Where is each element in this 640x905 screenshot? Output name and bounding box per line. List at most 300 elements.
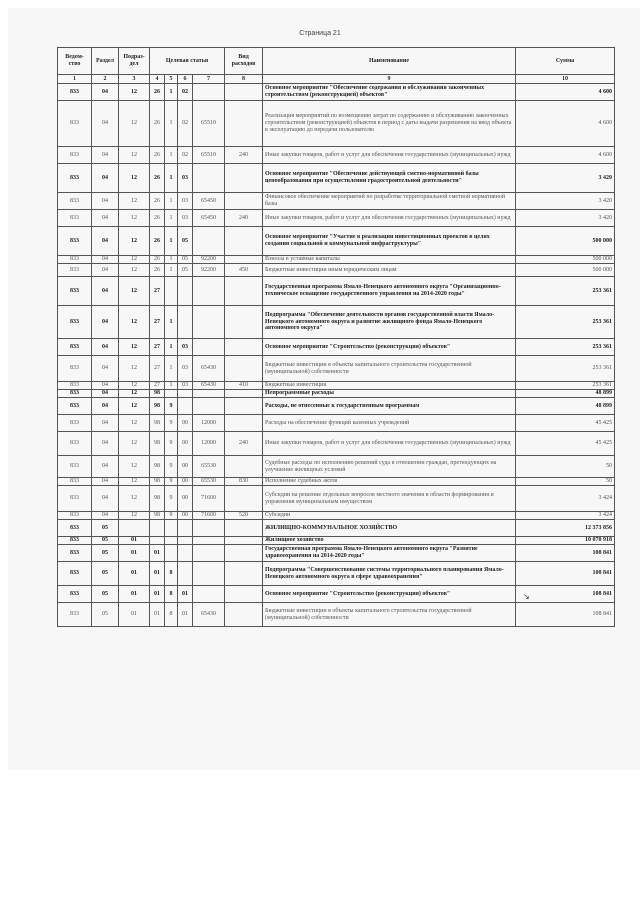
row-code-cell: 830 — [225, 478, 263, 486]
row-sum-cell: 4 600 — [516, 147, 615, 164]
row-name-cell: ЖИЛИЩНО-КОММУНАЛЬНОЕ ХОЗЯЙСТВО — [263, 520, 516, 537]
row-code-cell: 04 — [92, 306, 119, 339]
column-number: 6 — [178, 75, 193, 84]
row-code-cell: 26 — [150, 227, 165, 256]
table-header-row — [58, 48, 615, 75]
row-code-cell: 27 — [150, 277, 165, 306]
row-name-cell: Жилищное хозяйство — [263, 537, 516, 545]
row-code-cell: 1 — [165, 264, 178, 277]
row-sum-cell: 108 841 — [516, 562, 615, 586]
row-code-cell: 833 — [58, 512, 92, 520]
column-number: 10 — [516, 75, 615, 84]
row-code-cell — [193, 398, 225, 415]
row-code-cell: 02 — [178, 147, 193, 164]
row-code-cell: 12 — [119, 478, 150, 486]
row-code-cell: 12 — [119, 164, 150, 193]
row-code-cell: 04 — [92, 478, 119, 486]
row-sum-cell: 500 000 — [516, 264, 615, 277]
table-row — [58, 603, 615, 627]
row-code-cell: 98 — [150, 512, 165, 520]
row-code-cell: 1 — [165, 256, 178, 264]
table-row — [58, 562, 615, 586]
column-number: 7 — [193, 75, 225, 84]
header-target-article: Целевая статья — [150, 48, 225, 75]
row-code-cell: 833 — [58, 390, 92, 398]
row-code-cell: 833 — [58, 84, 92, 101]
row-code-cell: 26 — [150, 84, 165, 101]
row-code-cell — [225, 390, 263, 398]
header-expense-type: Вид расходов — [225, 48, 263, 75]
table-row — [58, 398, 615, 415]
row-code-cell: 12 — [119, 456, 150, 478]
row-code-cell: 98 — [150, 432, 165, 456]
row-name-cell: Бюджетные инвестиции иным юридическим лицам — [263, 264, 516, 277]
row-code-cell: 05 — [92, 520, 119, 537]
table-row — [58, 306, 615, 339]
row-code-cell: 1 — [165, 84, 178, 101]
row-sum-cell: 3 420 — [516, 210, 615, 227]
row-code-cell — [193, 277, 225, 306]
row-code-cell: 04 — [92, 164, 119, 193]
row-code-cell: 833 — [58, 101, 92, 147]
row-code-cell: 71600 — [193, 486, 225, 512]
row-code-cell — [193, 339, 225, 356]
table-row — [58, 277, 615, 306]
row-code-cell — [178, 398, 193, 415]
row-sum-cell: 12 373 856 — [516, 520, 615, 537]
row-code-cell — [225, 545, 263, 562]
row-code-cell — [178, 520, 193, 537]
row-code-cell — [225, 256, 263, 264]
row-code-cell: 12 — [119, 101, 150, 147]
row-code-cell — [193, 84, 225, 101]
table-row — [58, 256, 615, 264]
row-name-cell: Взносы в уставные капиталы — [263, 256, 516, 264]
row-code-cell — [193, 586, 225, 603]
row-code-cell: 1 — [165, 164, 178, 193]
row-code-cell: 26 — [150, 147, 165, 164]
row-code-cell: 27 — [150, 306, 165, 339]
row-sum-cell: 10 070 918 — [516, 537, 615, 545]
row-code-cell: 03 — [178, 164, 193, 193]
row-code-cell: 12 — [119, 147, 150, 164]
row-code-cell: 9 — [165, 398, 178, 415]
row-code-cell — [193, 164, 225, 193]
row-code-cell — [225, 356, 263, 382]
row-sum-cell: 50 — [516, 478, 615, 486]
row-code-cell: 05 — [92, 603, 119, 627]
row-code-cell: 98 — [150, 415, 165, 432]
row-sum-cell: 45 425 — [516, 415, 615, 432]
row-sum-cell: 3 420 — [516, 164, 615, 193]
row-code-cell: 12 — [119, 432, 150, 456]
row-code-cell: 00 — [178, 512, 193, 520]
table-row — [58, 227, 615, 256]
row-code-cell: 1 — [165, 339, 178, 356]
row-name-cell: Иные закупки товаров, работ и услуг для обеспечения государственных (муниципальных) нужд — [263, 147, 516, 164]
header-vedomstvo: Ведом-ство — [58, 48, 92, 75]
table-row — [58, 486, 615, 512]
row-code-cell: 833 — [58, 603, 92, 627]
header-podrazdel: Подраз-дел — [119, 48, 150, 75]
row-sum-cell: 45 425 — [516, 432, 615, 456]
row-code-cell: 12 — [119, 210, 150, 227]
row-code-cell: 04 — [92, 398, 119, 415]
scan-mark: ↘ — [523, 592, 530, 601]
row-code-cell: 833 — [58, 545, 92, 562]
row-code-cell: 450 — [225, 264, 263, 277]
row-code-cell — [225, 339, 263, 356]
table-row — [58, 478, 615, 486]
row-code-cell: 01 — [150, 545, 165, 562]
row-code-cell — [193, 537, 225, 545]
row-code-cell: 00 — [178, 415, 193, 432]
row-name-cell: Бюджетные инвестиции в объекты капитального строительства государственной (муниципальной) собственности — [263, 356, 516, 382]
row-code-cell: 833 — [58, 164, 92, 193]
row-code-cell: 1 — [165, 101, 178, 147]
row-code-cell: 9 — [165, 512, 178, 520]
row-code-cell: 12 — [119, 512, 150, 520]
row-code-cell: 520 — [225, 512, 263, 520]
row-code-cell: 98 — [150, 478, 165, 486]
row-sum-cell: 108 841 — [516, 545, 615, 562]
row-code-cell: 65510 — [193, 147, 225, 164]
row-name-cell: Расходы на обеспечение функций казенных учреждений — [263, 415, 516, 432]
row-code-cell: 92200 — [193, 264, 225, 277]
row-name-cell: Подпрограмма "Обеспечение деятельности органов государственной власти Ямало-Ненецкого автономного округа и развитие жилищного фонда Ямало-Ненецкого автономного округа" — [263, 306, 516, 339]
row-code-cell: 9 — [165, 415, 178, 432]
row-code-cell — [225, 227, 263, 256]
row-code-cell: 04 — [92, 193, 119, 210]
row-code-cell: 04 — [92, 147, 119, 164]
row-name-cell: Основное мероприятие "Участие в реализации инвестиционных проектов в целях создания социальной и коммунальной инфраструктуры" — [263, 227, 516, 256]
row-code-cell: 1 — [165, 356, 178, 382]
row-code-cell — [119, 520, 150, 537]
row-name-cell: Основное мероприятие "Строительство (реконструкция) объектов" — [263, 586, 516, 603]
row-name-cell: Судебные расходы по исполнению решений суда в отношении граждан, претендующих на улучшение жилищных условий — [263, 456, 516, 478]
column-number: 4 — [150, 75, 165, 84]
row-code-cell: 98 — [150, 398, 165, 415]
row-code-cell: 03 — [178, 339, 193, 356]
header-sum: Сумма — [516, 48, 615, 75]
row-code-cell: 04 — [92, 390, 119, 398]
row-name-cell: Государственная программа Ямало-Ненецкого автономного округа "Развитие здравоохранения на 2014-2020 годы" — [263, 545, 516, 562]
row-code-cell: 01 — [119, 603, 150, 627]
row-name-cell: Бюджетные инвестиции — [263, 382, 516, 390]
row-sum-cell: 108 841 — [516, 603, 615, 627]
table-row — [58, 586, 615, 603]
row-code-cell: 04 — [92, 210, 119, 227]
row-code-cell: 27 — [150, 382, 165, 390]
row-code-cell: 9 — [165, 456, 178, 478]
row-code-cell: 833 — [58, 586, 92, 603]
row-code-cell — [193, 562, 225, 586]
row-code-cell — [193, 390, 225, 398]
row-code-cell: 05 — [92, 586, 119, 603]
row-code-cell: 01 — [150, 586, 165, 603]
row-code-cell: 65430 — [193, 356, 225, 382]
row-code-cell: 12 — [119, 277, 150, 306]
row-code-cell: 833 — [58, 306, 92, 339]
row-code-cell: 1 — [165, 210, 178, 227]
row-code-cell: 98 — [150, 390, 165, 398]
row-code-cell: 26 — [150, 256, 165, 264]
row-code-cell: 833 — [58, 456, 92, 478]
row-code-cell: 04 — [92, 339, 119, 356]
row-code-cell: 04 — [92, 512, 119, 520]
row-code-cell: 98 — [150, 486, 165, 512]
row-code-cell — [150, 537, 165, 545]
row-code-cell: 12 — [119, 264, 150, 277]
row-sum-cell: 48 899 — [516, 390, 615, 398]
row-code-cell — [165, 537, 178, 545]
row-code-cell: 00 — [178, 432, 193, 456]
page-number: Страница 21 — [299, 30, 341, 37]
row-code-cell — [225, 586, 263, 603]
row-code-cell: 833 — [58, 227, 92, 256]
row-code-cell: 65530 — [193, 456, 225, 478]
row-code-cell: 04 — [92, 101, 119, 147]
row-code-cell: 12 — [119, 227, 150, 256]
row-code-cell: 02 — [178, 101, 193, 147]
row-code-cell: 03 — [178, 210, 193, 227]
row-code-cell: 8 — [165, 586, 178, 603]
row-code-cell: 01 — [150, 603, 165, 627]
row-name-cell: Бюджетные инвестиции в объекты капитального строительства государственной (муниципальной) собственности — [263, 603, 516, 627]
row-code-cell — [193, 227, 225, 256]
table-row — [58, 84, 615, 101]
table-row — [58, 264, 615, 277]
row-code-cell: 12 — [119, 398, 150, 415]
table-row — [58, 545, 615, 562]
row-code-cell — [193, 520, 225, 537]
row-sum-cell: 3 420 — [516, 193, 615, 210]
row-code-cell: 26 — [150, 164, 165, 193]
row-name-cell: Иные закупки товаров, работ и услуг для обеспечения государственных (муниципальных) нужд — [263, 210, 516, 227]
row-code-cell: 01 — [178, 603, 193, 627]
row-code-cell: 12 — [119, 356, 150, 382]
row-name-cell: Основное мероприятие "Обеспечение содержания и обслуживания законченных строительством (реконструкцией) объектов" — [263, 84, 516, 101]
row-sum-cell: 500 000 — [516, 256, 615, 264]
row-code-cell — [225, 101, 263, 147]
row-name-cell: Реализация мероприятий по возмещению затрат по содержанию и обслуживанию законченных строительством (реконструкцией) объектов в период с даты выдачи разрешения на ввод объекта в эксплуатацию до передачи пользователю — [263, 101, 516, 147]
row-code-cell: 1 — [165, 147, 178, 164]
row-code-cell: 1 — [165, 227, 178, 256]
row-code-cell: 833 — [58, 382, 92, 390]
row-code-cell — [225, 456, 263, 478]
row-code-cell: 04 — [92, 256, 119, 264]
row-code-cell: 04 — [92, 456, 119, 478]
table-row — [58, 382, 615, 390]
row-code-cell: 05 — [178, 264, 193, 277]
row-code-cell — [178, 277, 193, 306]
row-code-cell: 04 — [92, 84, 119, 101]
row-sum-cell: 3 424 — [516, 486, 615, 512]
row-code-cell: 04 — [92, 227, 119, 256]
row-code-cell: 12 — [119, 339, 150, 356]
table-row — [58, 415, 615, 432]
table-row — [58, 520, 615, 537]
column-number: 5 — [165, 75, 178, 84]
row-code-cell — [178, 537, 193, 545]
row-code-cell — [225, 520, 263, 537]
row-name-cell: Расходы, не отнесенные к государственным программам — [263, 398, 516, 415]
row-code-cell — [225, 603, 263, 627]
row-code-cell: 04 — [92, 486, 119, 512]
row-code-cell: 833 — [58, 398, 92, 415]
row-code-cell: 65430 — [193, 603, 225, 627]
row-code-cell: 00 — [178, 478, 193, 486]
row-code-cell — [165, 545, 178, 562]
row-code-cell — [225, 562, 263, 586]
table-row — [58, 512, 615, 520]
row-code-cell: 12 — [119, 193, 150, 210]
row-code-cell: 833 — [58, 356, 92, 382]
row-code-cell: 04 — [92, 415, 119, 432]
row-code-cell: 8 — [165, 562, 178, 586]
row-code-cell: 05 — [178, 256, 193, 264]
column-number: 8 — [225, 75, 263, 84]
row-code-cell: 8 — [165, 603, 178, 627]
row-name-cell: Субсидии — [263, 512, 516, 520]
row-code-cell: 240 — [225, 210, 263, 227]
row-code-cell: 26 — [150, 193, 165, 210]
row-code-cell: 26 — [150, 101, 165, 147]
row-code-cell: 9 — [165, 486, 178, 512]
row-code-cell: 04 — [92, 277, 119, 306]
row-code-cell: 01 — [119, 537, 150, 545]
row-code-cell — [225, 306, 263, 339]
row-code-cell — [165, 390, 178, 398]
row-code-cell: 12 — [119, 256, 150, 264]
row-sum-cell: 253 361 — [516, 306, 615, 339]
row-code-cell: 01 — [178, 586, 193, 603]
row-code-cell — [193, 545, 225, 562]
table-row — [58, 356, 615, 382]
row-code-cell: 833 — [58, 277, 92, 306]
row-code-cell — [178, 545, 193, 562]
row-code-cell: 00 — [178, 486, 193, 512]
row-code-cell: 1 — [165, 382, 178, 390]
row-code-cell: 833 — [58, 339, 92, 356]
row-code-cell: 05 — [92, 545, 119, 562]
row-code-cell — [225, 193, 263, 210]
row-code-cell: 26 — [150, 264, 165, 277]
table-row — [58, 537, 615, 545]
row-code-cell: 833 — [58, 537, 92, 545]
table-row — [58, 164, 615, 193]
row-code-cell: 240 — [225, 147, 263, 164]
row-name-cell: Исполнение судебных актов — [263, 478, 516, 486]
row-name-cell: Субсидии на решение отдельных вопросов местного значения в области формирования и управления муниципальным имуществом — [263, 486, 516, 512]
row-code-cell — [178, 390, 193, 398]
row-code-cell: 12 — [119, 382, 150, 390]
row-code-cell: 833 — [58, 147, 92, 164]
row-code-cell: 65450 — [193, 210, 225, 227]
row-sum-cell: 50 — [516, 456, 615, 478]
row-code-cell: 833 — [58, 478, 92, 486]
row-code-cell: 05 — [92, 537, 119, 545]
row-code-cell: 12 — [119, 306, 150, 339]
row-code-cell — [225, 84, 263, 101]
row-code-cell — [165, 520, 178, 537]
table-row — [58, 456, 615, 478]
row-code-cell — [178, 306, 193, 339]
row-sum-cell: 253 361 — [516, 382, 615, 390]
row-name-cell: Финансовое обеспечение мероприятий по разработке территориальной сметной нормативной базы — [263, 193, 516, 210]
row-code-cell — [165, 277, 178, 306]
row-code-cell: 05 — [178, 227, 193, 256]
row-code-cell: 9 — [165, 478, 178, 486]
row-code-cell: 03 — [178, 382, 193, 390]
column-number-row — [58, 75, 615, 84]
table-row — [58, 339, 615, 356]
row-code-cell: 12 — [119, 390, 150, 398]
table-row — [58, 432, 615, 456]
row-code-cell: 01 — [150, 562, 165, 586]
row-name-cell: Государственная программа Ямало-Ненецкого автономного округа "Организационно-техническое оснащение государственного управления на 2014-2020 годы" — [263, 277, 516, 306]
row-sum-cell: 4 600 — [516, 84, 615, 101]
row-code-cell: 240 — [225, 432, 263, 456]
row-code-cell — [225, 537, 263, 545]
row-code-cell: 410 — [225, 382, 263, 390]
row-sum-cell: 48 899 — [516, 398, 615, 415]
row-code-cell: 12000 — [193, 415, 225, 432]
row-code-cell — [225, 486, 263, 512]
row-code-cell — [225, 415, 263, 432]
row-sum-cell: 3 424 — [516, 512, 615, 520]
table-row — [58, 101, 615, 147]
row-name-cell: Основное мероприятие "Строительство (реконструкция) объектов" — [263, 339, 516, 356]
row-code-cell — [225, 277, 263, 306]
row-code-cell: 833 — [58, 520, 92, 537]
column-number: 3 — [119, 75, 150, 84]
row-sum-cell: 253 361 — [516, 356, 615, 382]
row-code-cell: 833 — [58, 486, 92, 512]
column-number: 9 — [263, 75, 516, 84]
row-code-cell: 65530 — [193, 478, 225, 486]
row-code-cell: 98 — [150, 456, 165, 478]
row-code-cell: 04 — [92, 432, 119, 456]
row-code-cell: 65510 — [193, 101, 225, 147]
row-sum-cell: 253 361 — [516, 339, 615, 356]
row-code-cell: 833 — [58, 432, 92, 456]
row-sum-cell: 253 361 — [516, 277, 615, 306]
budget-table — [57, 47, 615, 627]
row-code-cell: 1 — [165, 193, 178, 210]
column-number: 2 — [92, 75, 119, 84]
row-code-cell: 12 — [119, 415, 150, 432]
table-row — [58, 210, 615, 227]
row-name-cell: Основное мероприятие "Обеспечение действующей сметно-нормативной базы ценообразования при осуществлении градостроительной деятельности" — [263, 164, 516, 193]
row-code-cell: 833 — [58, 415, 92, 432]
row-code-cell: 833 — [58, 264, 92, 277]
row-sum-cell: 108 841 — [516, 586, 615, 603]
row-code-cell: 03 — [178, 193, 193, 210]
header-name: Наименование — [263, 48, 516, 75]
row-code-cell: 65430 — [193, 382, 225, 390]
row-code-cell — [193, 306, 225, 339]
row-code-cell: 9 — [165, 432, 178, 456]
row-code-cell: 04 — [92, 264, 119, 277]
row-name-cell: Подпрограмма "Совершенствование системы территориального планирования Ямало-Ненецкого автономного округа в сфере здравоохранения" — [263, 562, 516, 586]
row-code-cell — [225, 164, 263, 193]
row-code-cell: 04 — [92, 356, 119, 382]
row-code-cell: 71600 — [193, 512, 225, 520]
row-code-cell — [150, 520, 165, 537]
table-row — [58, 390, 615, 398]
row-code-cell — [225, 398, 263, 415]
